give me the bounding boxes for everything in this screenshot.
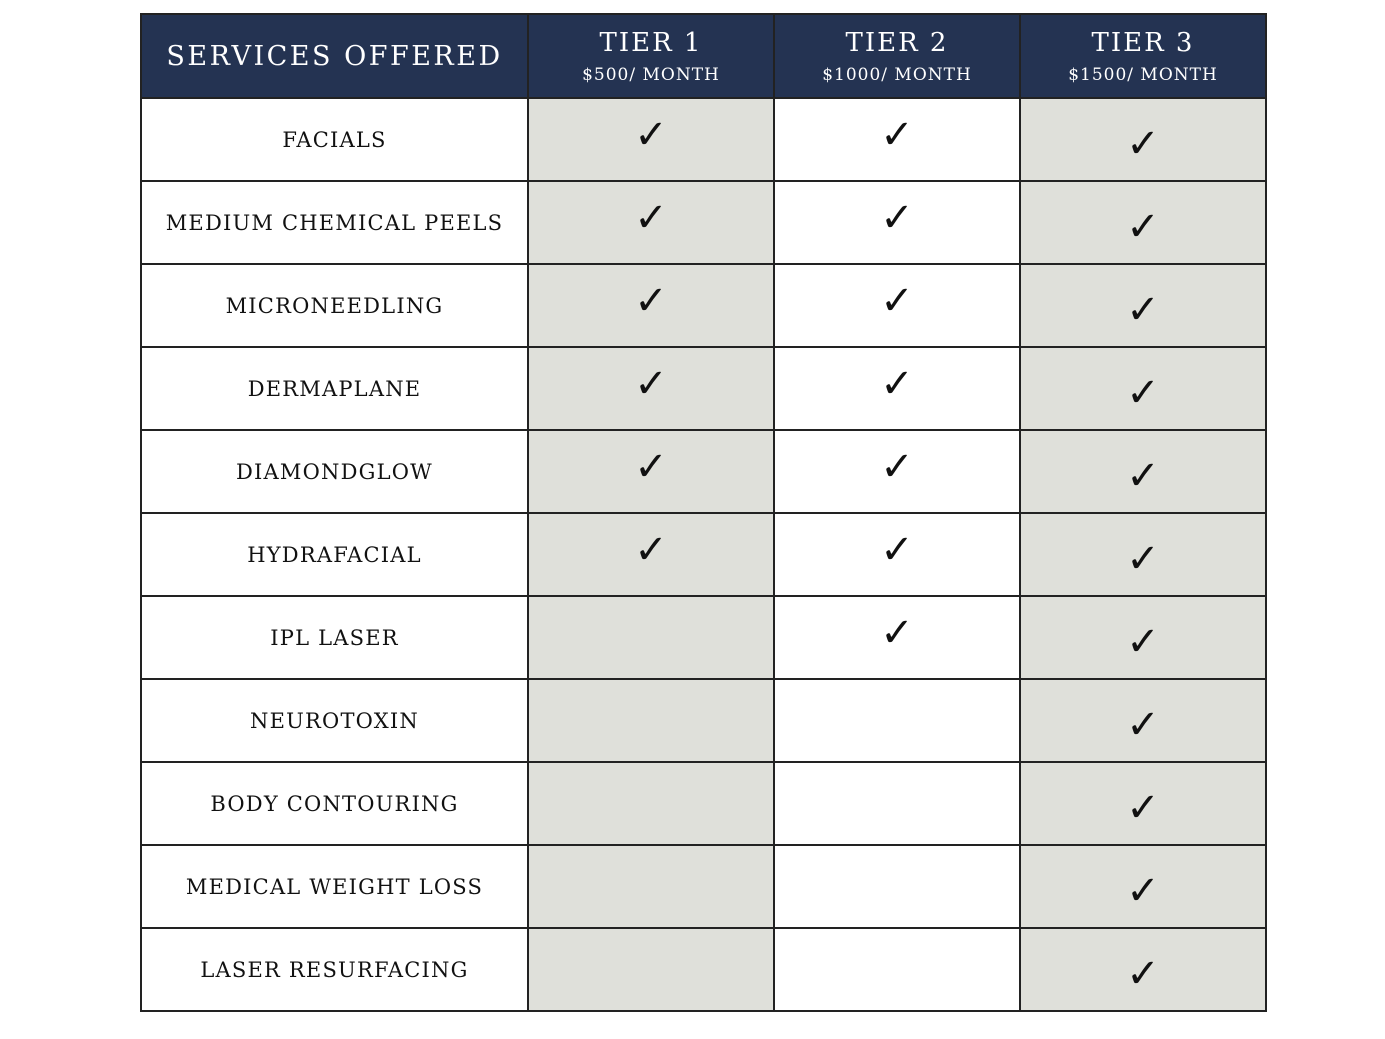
check-icon: ✓	[1126, 535, 1160, 582]
table-row	[141, 928, 1266, 1011]
tier-2-cell	[774, 513, 1020, 596]
tier-1-cell	[528, 845, 774, 928]
service-name: IPL LASER	[141, 596, 528, 679]
service-name: DERMAPLANE	[141, 347, 528, 430]
tier-3-cell	[1020, 430, 1266, 513]
tier-2-cell	[774, 762, 1020, 845]
check-icon: ✓	[880, 194, 914, 241]
tier-1-cell	[528, 513, 774, 596]
tier-3-cell	[1020, 845, 1266, 928]
tier-1-cell	[528, 430, 774, 513]
tier-2-price: $1000/ MONTH	[822, 65, 972, 85]
tier-1-cell	[528, 98, 774, 181]
table-body	[141, 98, 1266, 1011]
check-icon: ✓	[880, 111, 914, 158]
service-name: NEUROTOXIN	[141, 679, 528, 762]
check-icon: ✓	[634, 526, 668, 573]
tier-3-cell	[1020, 347, 1266, 430]
tier-1-name: TIER 1	[599, 28, 703, 58]
tier-2-cell	[774, 98, 1020, 181]
table-row	[141, 596, 1266, 679]
tier-2-cell	[774, 430, 1020, 513]
tier-3-price: $1500/ MONTH	[1068, 65, 1218, 85]
tier-1-header	[528, 14, 774, 98]
tier-2-cell	[774, 679, 1020, 762]
service-name: MEDIUM CHEMICAL PEELS	[141, 181, 528, 264]
tier-1-cell	[528, 347, 774, 430]
tier-3-cell	[1020, 679, 1266, 762]
check-icon: ✓	[1126, 950, 1160, 997]
tier-1-cell	[528, 596, 774, 679]
check-icon: ✓	[634, 111, 668, 158]
tier-3-header	[1020, 14, 1266, 98]
services-comparison-table	[140, 13, 1267, 1012]
check-icon: ✓	[880, 443, 914, 490]
tier-2-header	[774, 14, 1020, 98]
tier-1-cell	[528, 181, 774, 264]
check-icon: ✓	[634, 360, 668, 407]
tier-1-cell	[528, 928, 774, 1011]
tier-1-cell	[528, 762, 774, 845]
table-row	[141, 762, 1266, 845]
table-row	[141, 347, 1266, 430]
check-icon: ✓	[1126, 203, 1160, 250]
tier-2-cell	[774, 347, 1020, 430]
tier-3-cell	[1020, 264, 1266, 347]
service-name: LASER RESURFACING	[141, 928, 528, 1011]
check-icon: ✓	[634, 443, 668, 490]
check-icon: ✓	[634, 277, 668, 324]
table-row	[141, 679, 1266, 762]
tier-2-name: TIER 2	[845, 28, 949, 58]
service-name: MEDICAL WEIGHT LOSS	[141, 845, 528, 928]
table-row	[141, 430, 1266, 513]
service-name: MICRONEEDLING	[141, 264, 528, 347]
check-icon: ✓	[1126, 701, 1160, 748]
tier-2-cell	[774, 928, 1020, 1011]
check-icon: ✓	[880, 360, 914, 407]
service-name: FACIALS	[141, 98, 528, 181]
tier-2-cell	[774, 845, 1020, 928]
check-icon: ✓	[1126, 867, 1160, 914]
check-icon: ✓	[1126, 452, 1160, 499]
check-icon: ✓	[880, 277, 914, 324]
table-row	[141, 513, 1266, 596]
service-name: BODY CONTOURING	[141, 762, 528, 845]
tier-1-cell	[528, 264, 774, 347]
tier-2-cell	[774, 264, 1020, 347]
tier-2-cell	[774, 181, 1020, 264]
service-name: DIAMONDGLOW	[141, 430, 528, 513]
tier-3-name: TIER 3	[1091, 28, 1195, 58]
services-offered-header	[141, 14, 528, 98]
service-name: HYDRAFACIAL	[141, 513, 528, 596]
check-icon: ✓	[1126, 369, 1160, 416]
tier-3-cell	[1020, 928, 1266, 1011]
check-icon: ✓	[634, 194, 668, 241]
tier-3-cell	[1020, 513, 1266, 596]
table-row	[141, 98, 1266, 181]
tier-3-cell	[1020, 98, 1266, 181]
table-row	[141, 181, 1266, 264]
tier-2-cell	[774, 596, 1020, 679]
tier-3-cell	[1020, 181, 1266, 264]
table-row	[141, 845, 1266, 928]
check-icon: ✓	[880, 526, 914, 573]
tier-1-cell	[528, 679, 774, 762]
table-header	[141, 14, 1266, 98]
tier-3-cell	[1020, 596, 1266, 679]
check-icon: ✓	[1126, 618, 1160, 665]
tier-1-price: $500/ MONTH	[582, 65, 720, 85]
check-icon: ✓	[880, 609, 914, 656]
tier-3-cell	[1020, 762, 1266, 845]
check-icon: ✓	[1126, 286, 1160, 333]
check-icon: ✓	[1126, 120, 1160, 167]
header-row	[141, 14, 1266, 98]
services-offered-label: SERVICES OFFERED	[166, 40, 503, 72]
table-row	[141, 264, 1266, 347]
check-icon: ✓	[1126, 784, 1160, 831]
